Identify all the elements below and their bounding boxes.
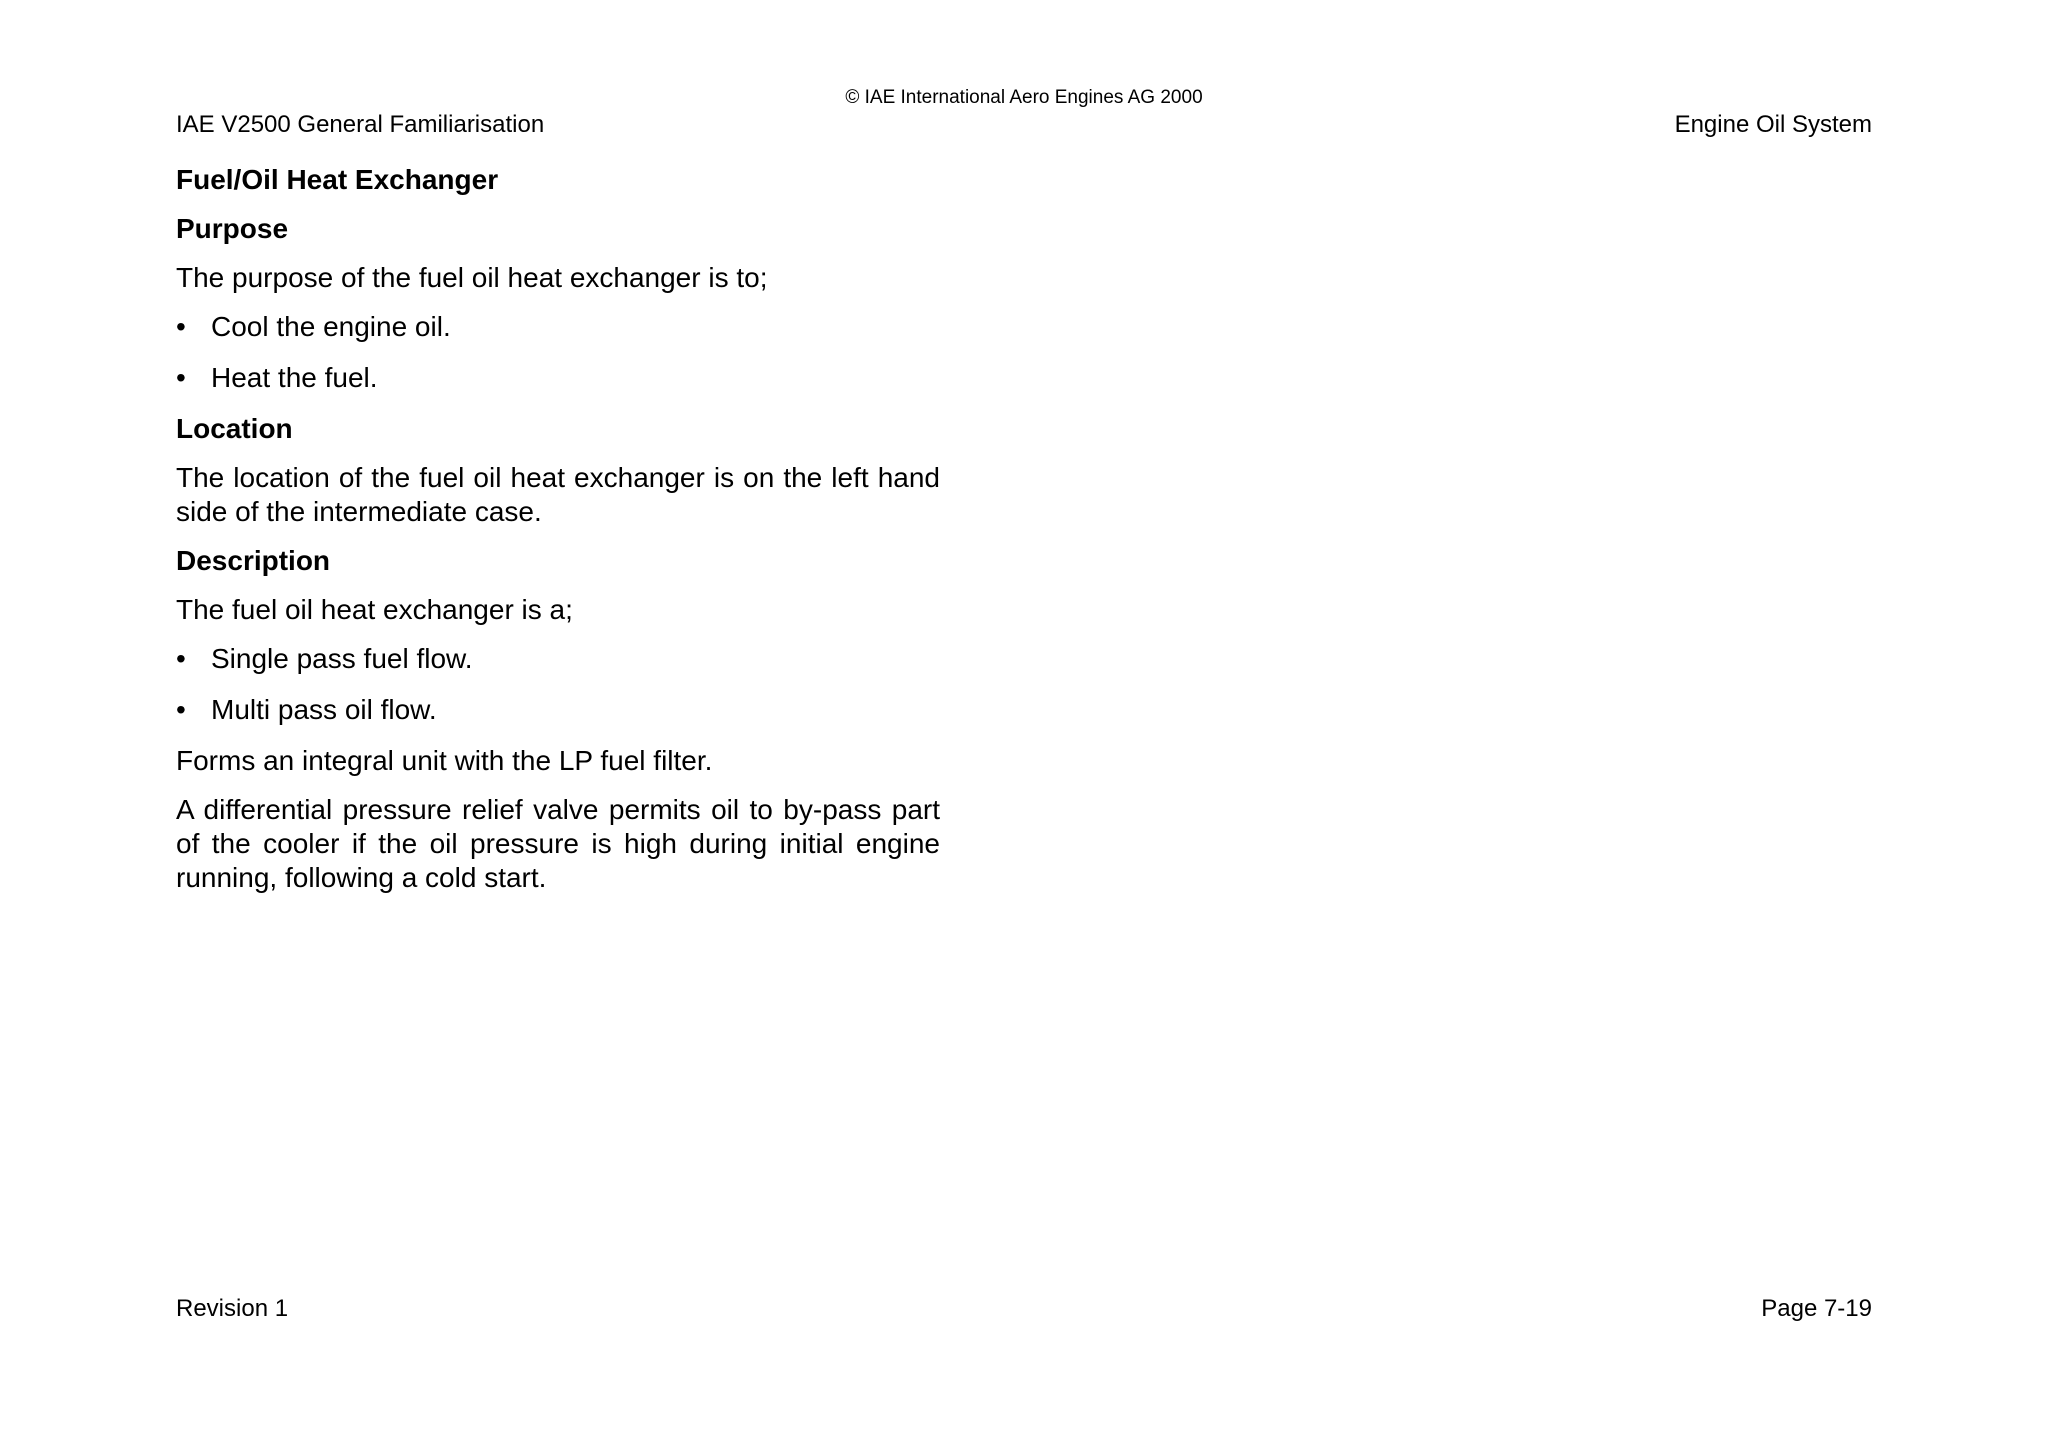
bullet-icon: • [176, 362, 186, 393]
copyright-notice: © IAE International Aero Engines AG 2000 [845, 87, 1203, 108]
description-intro: The fuel oil heat exchanger is a; [176, 594, 573, 625]
section-title: Fuel/Oil Heat Exchanger [176, 164, 499, 195]
bullet-icon: • [176, 694, 186, 725]
location-text: The location of the fuel oil heat exchanger is on the left hand side of the intermediate case. [176, 462, 940, 527]
description-paragraph: A differential pressure relief valve permits oil to by-pass part of the cooler if the oil pressure is high during initial engine running, following a cold start. [176, 794, 940, 893]
list-item [176, 693, 940, 727]
bullet-icon: • [176, 643, 186, 674]
list-item-text: Cool the engine oil. [211, 311, 451, 342]
chapter-title: Engine Oil System [1674, 111, 1872, 138]
list-item [176, 310, 940, 344]
bullet-icon: • [176, 311, 186, 342]
description-heading: Description [176, 545, 331, 576]
list-item-text: Heat the fuel. [211, 362, 378, 393]
list-item [176, 361, 940, 395]
list-item-text: Single pass fuel flow. [211, 643, 473, 674]
list-item [176, 642, 940, 676]
document-title: IAE V2500 General Familiarisation [176, 111, 545, 138]
page-content [176, 163, 940, 910]
description-paragraph: Forms an integral unit with the LP fuel filter. [176, 745, 713, 776]
purpose-list [176, 310, 940, 395]
page-footer [176, 1293, 1872, 1325]
purpose-intro: The purpose of the fuel oil heat exchanger is to; [176, 262, 768, 293]
description-list [176, 642, 940, 727]
revision-label: Revision 1 [176, 1295, 289, 1322]
location-heading: Location [176, 413, 293, 444]
purpose-heading: Purpose [176, 213, 289, 244]
page-header [176, 109, 1872, 141]
page-number: Page 7-19 [1761, 1295, 1872, 1322]
list-item-text: Multi pass oil flow. [211, 694, 437, 725]
